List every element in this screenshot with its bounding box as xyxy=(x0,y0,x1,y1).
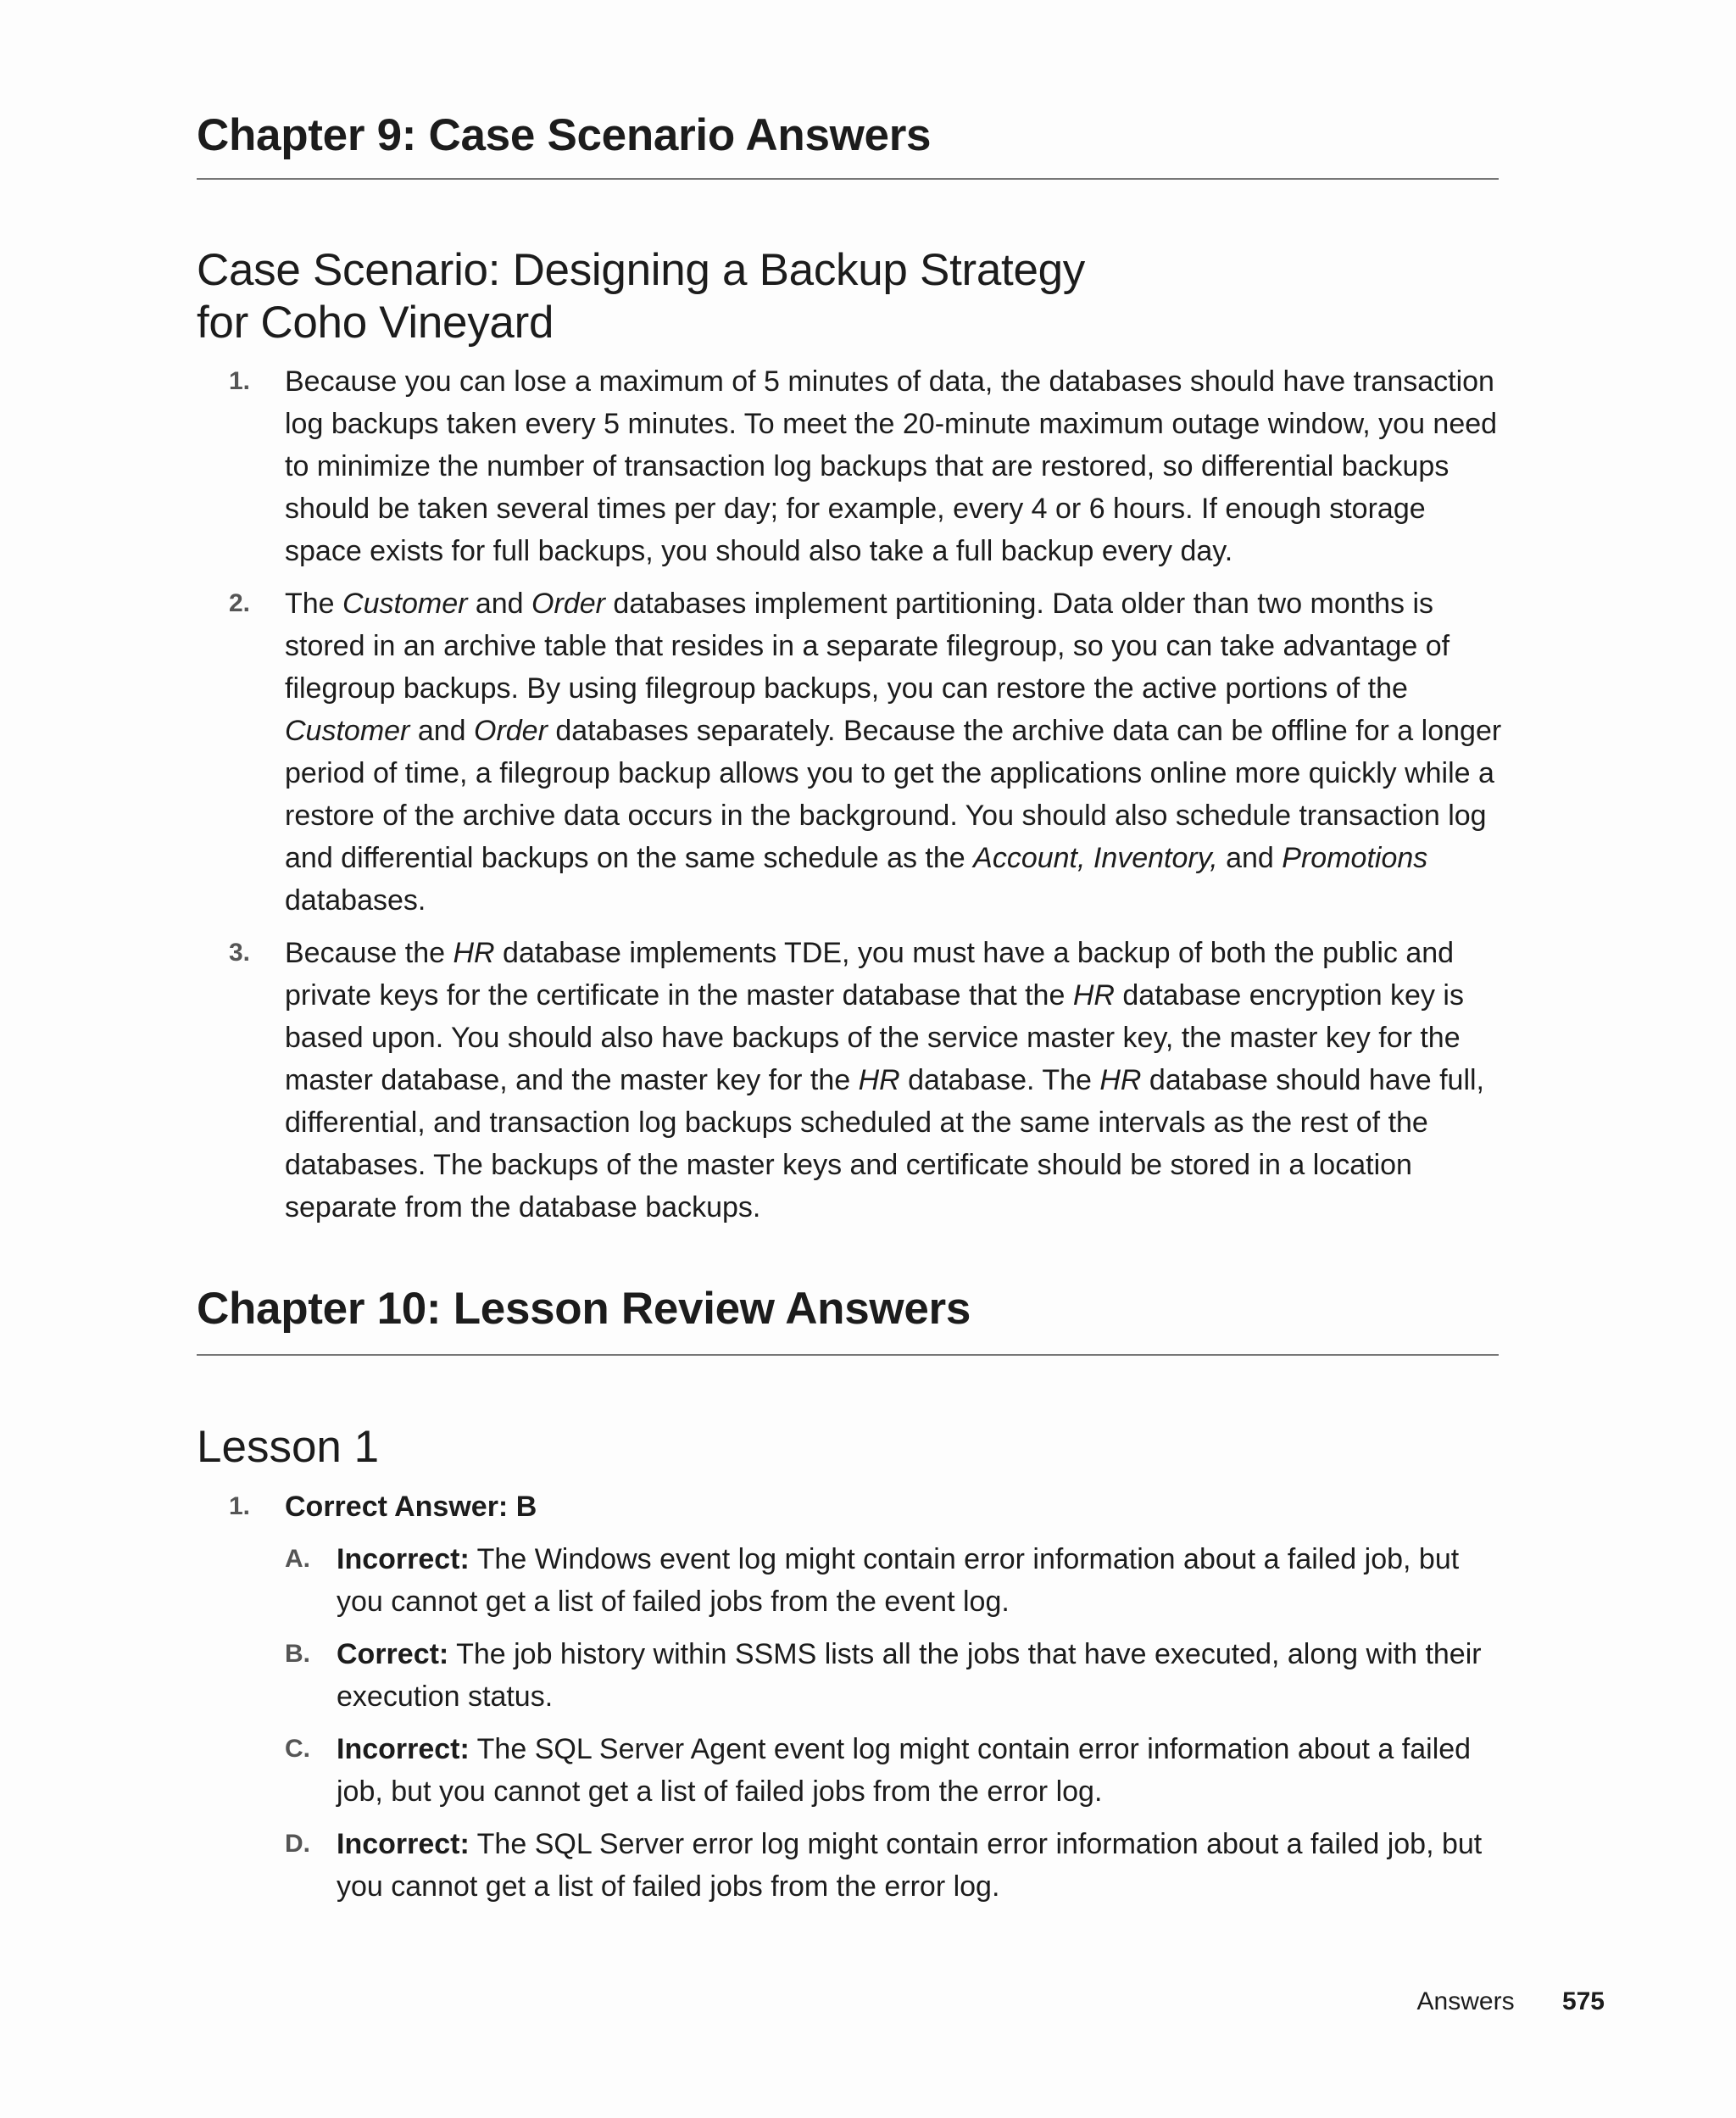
answer-text xyxy=(285,582,1502,922)
correct-answer-heading: Correct Answer: B xyxy=(285,1491,537,1523)
page-number: 575 xyxy=(1561,1987,1605,2015)
text-run: and xyxy=(1217,842,1283,874)
text-run: databases. xyxy=(285,884,426,917)
option-letter: D. xyxy=(285,1830,310,1858)
question-number: 1. xyxy=(229,1492,251,1520)
option-list xyxy=(285,1538,1502,1908)
text-run: and xyxy=(409,715,474,747)
answer-number: 1. xyxy=(229,367,251,395)
option-item xyxy=(285,1538,1502,1623)
option-letter: A. xyxy=(285,1545,310,1573)
italic-term: Customer xyxy=(285,715,410,747)
footer-section-label: Answers xyxy=(1416,1987,1515,2015)
italic-term: HR xyxy=(1099,1064,1142,1096)
option-text xyxy=(337,1538,1502,1623)
answer-number: 3. xyxy=(229,939,251,967)
case-scenario-title xyxy=(197,244,1085,349)
text-run: database implements TDE, you must have a backup of both the public and private keys for the certificate in the master database that the xyxy=(285,937,1455,1012)
answer-item xyxy=(197,582,1502,922)
option-explanation: The SQL Server Agent event log might contain error information about a failed job, but you cannot get a list of failed jobs from the error log. xyxy=(337,1733,1472,1808)
answer-text xyxy=(285,360,1502,572)
text-run: databases separately. Because the archive data can be offline for a longer period of time, a filegroup backup allows you to get the applications online more quickly while a restore of the archive data occurs in the background. You should also schedule transaction log and differential backups on the same schedule as the xyxy=(285,715,1502,874)
text-run: Because you can lose a maximum of 5 minutes of data, the databases should have transaction log backups taken every 5 minutes. To meet the 20-minute maximum outage window, you need to minimize the number of transaction log backups that are restored, so differential backups should be taken several times per day; for example, every 4 or 6 hours. If enough storage space exists for full backups, you should also take a full backup every day. xyxy=(285,365,1498,567)
italic-term: Promotions xyxy=(1282,842,1428,874)
option-explanation: The Windows event log might contain error information about a failed job, but you cannot get a list of failed jobs from the event log. xyxy=(337,1543,1460,1618)
text-run: database encryption key is based upon. You should also have backups of the service master key, the master key for the master database, and the master key for the xyxy=(285,979,1464,1096)
option-item xyxy=(285,1633,1502,1718)
case-scenario-answer-list xyxy=(197,360,1502,1239)
option-verdict: Incorrect: xyxy=(337,1733,470,1765)
option-text xyxy=(337,1823,1502,1908)
text-run: The xyxy=(285,588,343,620)
italic-term: Customer xyxy=(342,588,468,620)
option-verdict: Incorrect: xyxy=(337,1828,470,1860)
answer-item xyxy=(197,932,1502,1229)
lesson-1-title: Lesson 1 xyxy=(197,1422,380,1472)
chapter-10-rule xyxy=(197,1354,1499,1356)
option-letter: B. xyxy=(285,1640,310,1668)
option-verdict: Correct: xyxy=(337,1638,449,1670)
chapter-9-title: Chapter 9: Case Scenario Answers xyxy=(197,110,932,160)
option-text xyxy=(337,1728,1502,1813)
option-item xyxy=(285,1728,1502,1813)
text-run: database should have full, differential, and transaction log backups scheduled at the same intervals as the rest of the databases. The backups of the master keys and certificate should be stored in a location separate from the database backups. xyxy=(285,1064,1484,1223)
italic-term: HR xyxy=(453,937,495,969)
text-run: databases implement partitioning. Data older than two months is stored in an archive table that resides in a separate filegroup, so you can take advantage of filegroup backups. By using filegroup backups, you can restore the active portions of the xyxy=(285,588,1450,705)
page-footer xyxy=(0,1987,1605,2016)
option-letter: C. xyxy=(285,1735,310,1763)
italic-term: HR xyxy=(858,1064,900,1096)
case-scenario-title-line-1: Case Scenario: Designing a Backup Strategy xyxy=(197,245,1085,295)
option-explanation: The job history within SSMS lists all the jobs that have executed, along with their execution status. xyxy=(337,1638,1482,1713)
answer-item xyxy=(197,360,1502,572)
lesson-review-answer-list xyxy=(197,1485,1502,1918)
answer-number: 2. xyxy=(229,589,251,617)
option-text xyxy=(337,1633,1502,1718)
italic-term: HR xyxy=(1072,979,1115,1012)
question-item xyxy=(197,1485,1502,1908)
text-run: database. The xyxy=(899,1064,1100,1096)
italic-term: Order xyxy=(531,588,605,620)
answer-text xyxy=(285,932,1502,1229)
chapter-9-rule xyxy=(197,178,1499,180)
italic-term: Order xyxy=(474,715,548,747)
italic-term: Account, Inventory, xyxy=(973,842,1218,874)
option-item xyxy=(285,1823,1502,1908)
case-scenario-title-line-2: for Coho Vineyard xyxy=(197,298,554,348)
text-run: and xyxy=(467,588,532,620)
option-verdict: Incorrect: xyxy=(337,1543,470,1575)
chapter-10-title: Chapter 10: Lesson Review Answers xyxy=(197,1284,971,1334)
text-run: Because the xyxy=(285,937,453,969)
option-explanation: The SQL Server error log might contain error information about a failed job, but you cannot get a list of failed jobs from the error log. xyxy=(337,1828,1483,1903)
